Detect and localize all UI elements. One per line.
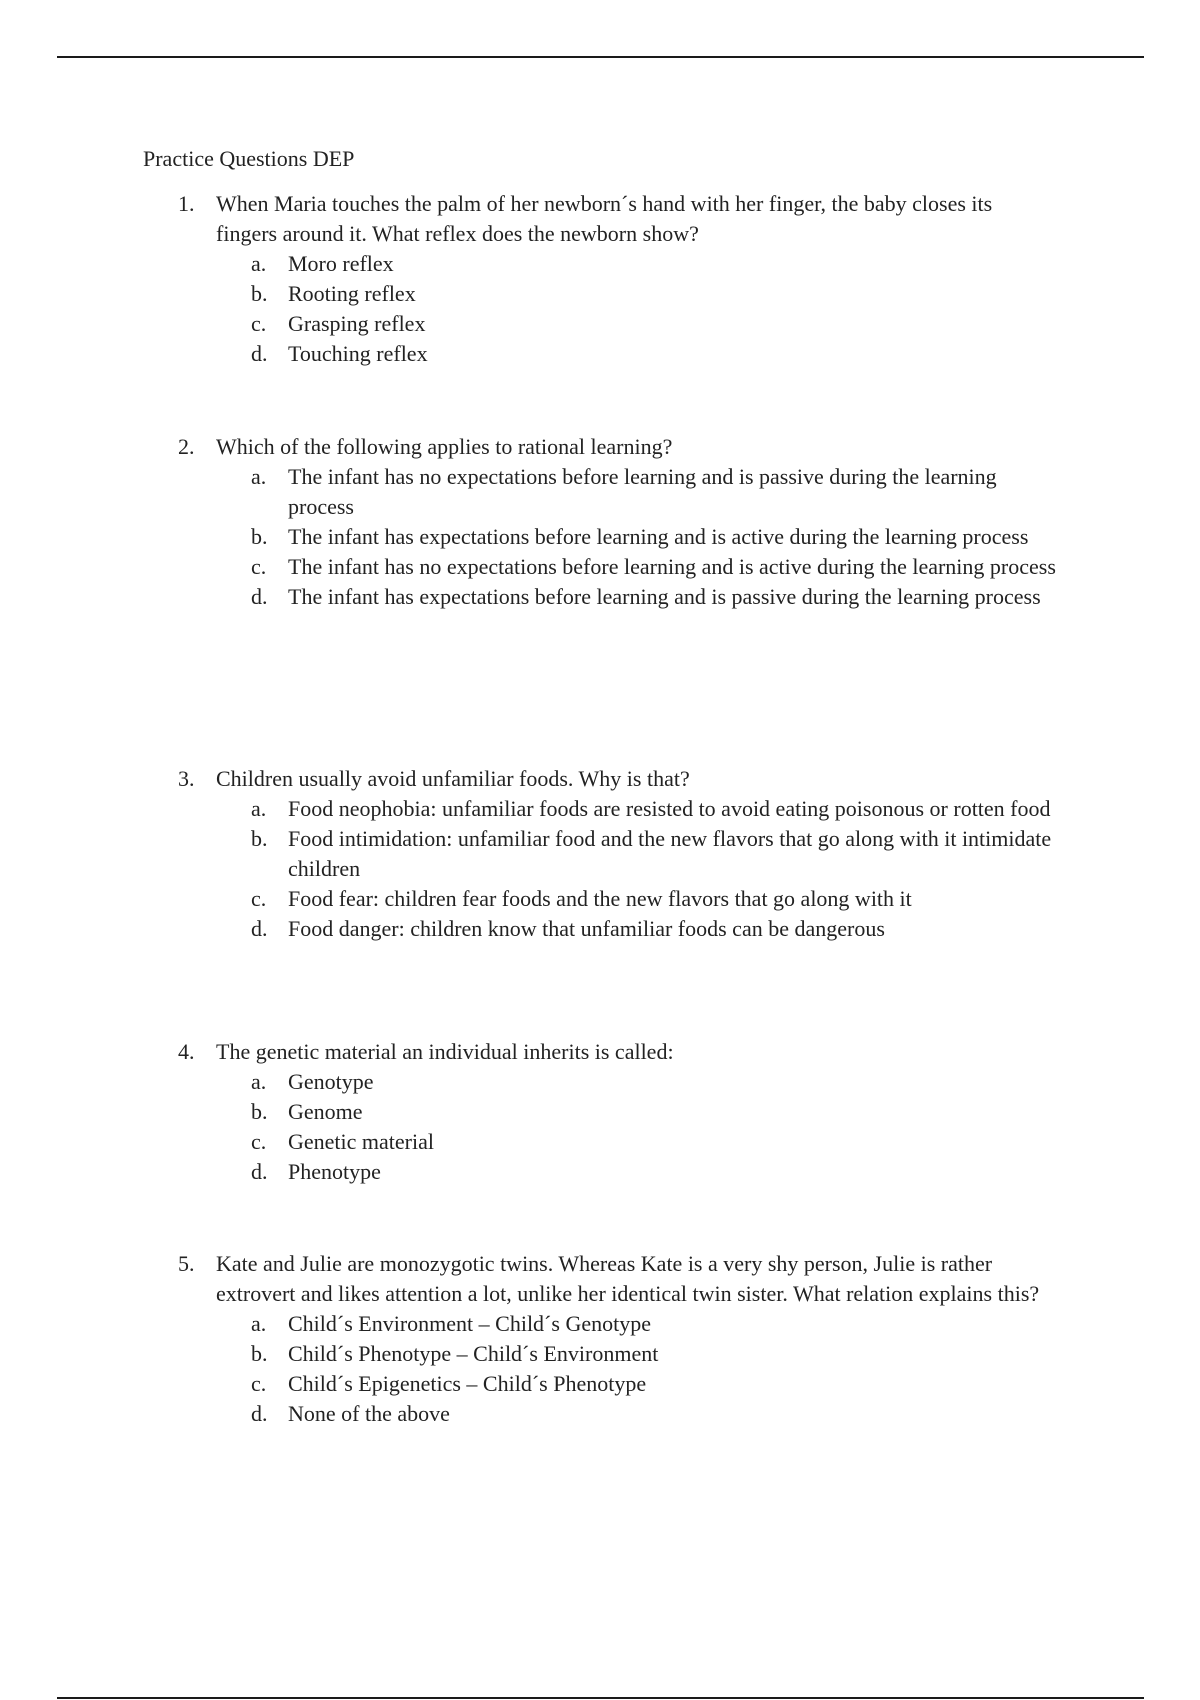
option-letter: c. xyxy=(251,311,267,336)
option-c xyxy=(251,309,1058,339)
option-d xyxy=(251,339,1058,369)
option-b xyxy=(251,824,1058,884)
option-b xyxy=(251,522,1058,552)
question-text: The genetic material an individual inherits is called: xyxy=(216,1039,674,1064)
question-number: 3. xyxy=(178,766,195,791)
option-d xyxy=(251,914,1058,944)
option-d xyxy=(251,1157,1058,1187)
option-text: Food fear: children fear foods and the new flavors that go along with it xyxy=(288,886,912,911)
answer-options xyxy=(178,249,1058,369)
question-text: When Maria touches the palm of her newborn´s hand with her finger, the baby closes its fingers around it. What reflex does the newborn show? xyxy=(216,191,993,246)
option-text: Child´s Epigenetics – Child´s Phenotype xyxy=(288,1371,647,1396)
option-letter: b. xyxy=(251,281,268,306)
footer-rule xyxy=(57,1697,1144,1699)
option-letter: c. xyxy=(251,886,267,911)
question-5 xyxy=(178,1249,1058,1429)
option-letter: c. xyxy=(251,1129,267,1154)
option-text: Child´s Environment – Child´s Genotype xyxy=(288,1311,651,1336)
question-text: Which of the following applies to rational learning? xyxy=(216,434,673,459)
option-letter: b. xyxy=(251,1341,268,1366)
option-a xyxy=(251,1067,1058,1097)
option-text: Rooting reflex xyxy=(288,281,416,306)
option-text: Touching reflex xyxy=(288,341,428,366)
option-text: Food danger: children know that unfamiliar foods can be dangerous xyxy=(288,916,885,941)
option-letter: b. xyxy=(251,1099,268,1124)
option-text: The infant has no expectations before learning and is passive during the learning process xyxy=(288,464,997,519)
answer-options xyxy=(178,794,1058,944)
question-4 xyxy=(178,1037,1058,1187)
option-b xyxy=(251,1339,1058,1369)
option-text: The infant has no expectations before learning and is active during the learning process xyxy=(288,554,1056,579)
answer-options xyxy=(178,462,1058,612)
option-b xyxy=(251,1097,1058,1127)
option-text: Food neophobia: unfamiliar foods are resisted to avoid eating poisonous or rotten food xyxy=(288,796,1051,821)
question-number: 5. xyxy=(178,1251,195,1276)
option-c xyxy=(251,1127,1058,1157)
question-number: 2. xyxy=(178,434,195,459)
option-c xyxy=(251,552,1058,582)
option-text: None of the above xyxy=(288,1401,450,1426)
option-d xyxy=(251,582,1058,612)
option-text: Moro reflex xyxy=(288,251,394,276)
option-letter: a. xyxy=(251,464,267,489)
question-text: Kate and Julie are monozygotic twins. Whereas Kate is a very shy person, Julie is rather extrovert and likes attention a lot, unlike her identical twin sister. What relation explains this? xyxy=(216,1251,1040,1306)
question-number: 4. xyxy=(178,1039,195,1064)
option-text: Child´s Phenotype – Child´s Environment xyxy=(288,1341,659,1366)
option-letter: a. xyxy=(251,1069,267,1094)
document-title: Practice Questions DEP xyxy=(143,146,355,171)
option-text: Genotype xyxy=(288,1069,374,1094)
option-b xyxy=(251,279,1058,309)
header-rule xyxy=(57,56,1144,58)
option-letter: d. xyxy=(251,584,268,609)
option-d xyxy=(251,1399,1058,1429)
answer-options xyxy=(178,1309,1058,1429)
question-text: Children usually avoid unfamiliar foods. Why is that? xyxy=(216,766,690,791)
option-text: Genetic material xyxy=(288,1129,434,1154)
option-text: The infant has expectations before learning and is active during the learning process xyxy=(288,524,1029,549)
option-text: Food intimidation: unfamiliar food and the new flavors that go along with it intimidate children xyxy=(288,826,1052,881)
question-1 xyxy=(178,189,1058,369)
option-letter: d. xyxy=(251,1401,268,1426)
option-letter: d. xyxy=(251,916,268,941)
option-text: Genome xyxy=(288,1099,363,1124)
option-letter: d. xyxy=(251,1159,268,1184)
option-c xyxy=(251,884,1058,914)
answer-options xyxy=(178,1067,1058,1187)
question-3 xyxy=(178,764,1058,944)
option-letter: c. xyxy=(251,1371,267,1396)
option-letter: c. xyxy=(251,554,267,579)
option-a xyxy=(251,794,1058,824)
option-c xyxy=(251,1369,1058,1399)
option-text: The infant has expectations before learning and is passive during the learning process xyxy=(288,584,1041,609)
option-a xyxy=(251,462,1058,522)
question-number: 1. xyxy=(178,191,195,216)
option-a xyxy=(251,1309,1058,1339)
question-2 xyxy=(178,432,1058,612)
option-letter: b. xyxy=(251,524,268,549)
option-text: Grasping reflex xyxy=(288,311,426,336)
option-letter: a. xyxy=(251,796,267,821)
option-letter: a. xyxy=(251,1311,267,1336)
option-a xyxy=(251,249,1058,279)
option-letter: b. xyxy=(251,826,268,851)
option-text: Phenotype xyxy=(288,1159,381,1184)
option-letter: d. xyxy=(251,341,268,366)
option-letter: a. xyxy=(251,251,267,276)
